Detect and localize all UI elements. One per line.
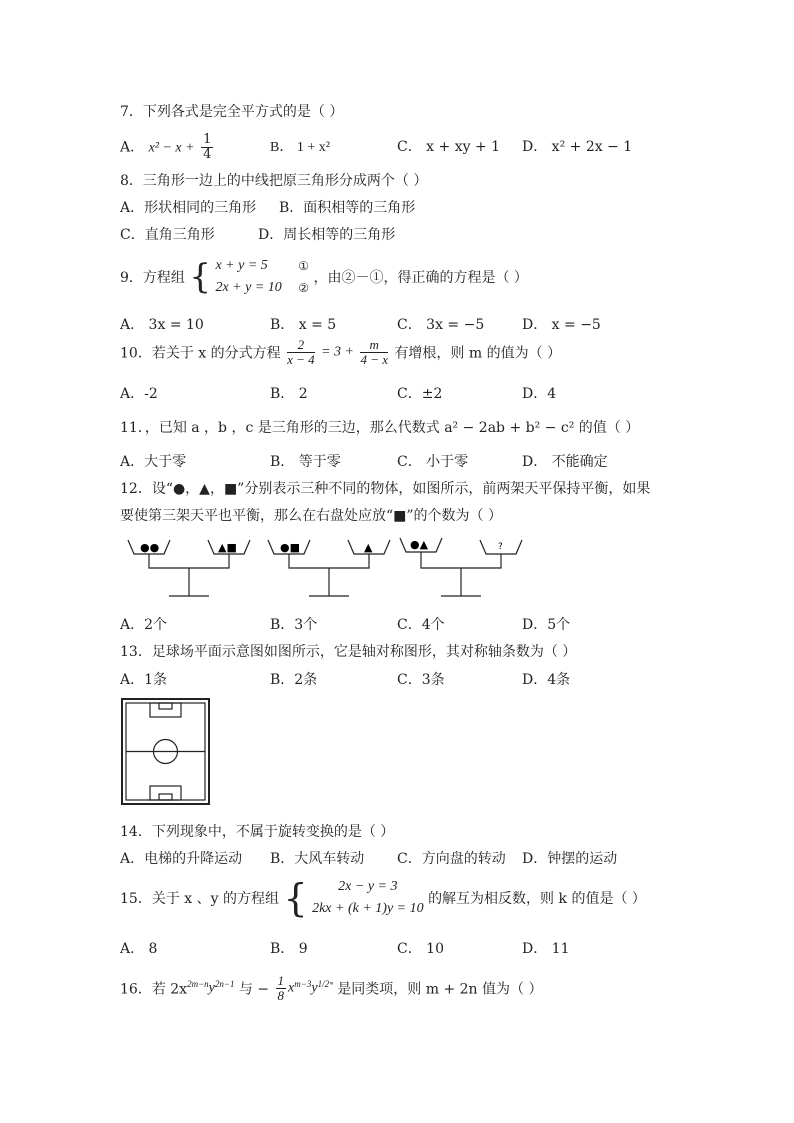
- q10-option-c: C．±2: [397, 386, 443, 402]
- q14-option-a: A．电梯的升降运动: [120, 851, 243, 867]
- q15-pre: 15．关于 x 、y 的方程组: [120, 891, 279, 907]
- q11-option-b: B． 等于零: [270, 454, 341, 470]
- top-goal-box: [159, 703, 172, 709]
- q8-option-b: B．面积相等的三角形: [279, 200, 416, 216]
- q14-option-c: C．方向盘的转动: [397, 851, 506, 867]
- q16-pre: 16．若 2x: [120, 981, 188, 998]
- q9-option-a: A． 3x = 10: [120, 317, 204, 333]
- q16-post: 是同类项，则 m + 2n 值为（ ）: [337, 981, 543, 998]
- q12-option-c: C．4个: [397, 617, 445, 633]
- scale-3-right-unknown: ?: [498, 542, 503, 552]
- q8-option-d: D．周长相等的三角形: [258, 227, 396, 243]
- q16-fraction: $\frac{1}{8}$: [277, 973, 285, 1003]
- q15-option-c: C． 10: [397, 941, 444, 957]
- q16-exp-2: 2n−1: [214, 978, 235, 989]
- q10-option-d: D．4: [522, 386, 557, 402]
- q16-exp-4: 1/2ᵐ: [317, 978, 333, 989]
- q13-option-d: D．4条: [522, 672, 571, 688]
- q16-exp-3: m−3: [294, 978, 312, 989]
- q15-eq1: 2x − y = 3: [338, 879, 398, 894]
- q13-option-c: C．3条: [397, 672, 445, 688]
- q9-option-c: C． 3x = −5: [397, 317, 485, 333]
- q8-stem: 8．三角形一边上的中线把原三角形分成两个（ ）: [120, 173, 428, 189]
- q16-with: 与 −: [238, 981, 270, 998]
- q9-tail: ，由②－①，得正确的方程是（ ）: [313, 270, 528, 286]
- q7-a-expr: x² − x +: [148, 140, 195, 156]
- q15-stem: [120, 876, 646, 922]
- scale-2-stand: [309, 568, 349, 596]
- q15-option-a: A． 8: [120, 941, 158, 957]
- q9-system: [215, 255, 281, 299]
- top-penalty-box: [150, 703, 181, 717]
- scale-2-right-items: ▲: [364, 541, 373, 554]
- q10-option-b: B． 2: [270, 386, 308, 402]
- q10-stem: [120, 338, 561, 367]
- q7-a-fraction: $\frac{1}{4}$: [203, 132, 212, 162]
- q10-fraction-2: $\frac{m}{4 - x}$: [360, 337, 388, 367]
- q10-option-a: A．-2: [120, 386, 158, 402]
- scale-1-right-items: ▲■: [218, 541, 237, 554]
- q10-fraction-1: $\frac{2}{x - 4}$: [287, 337, 315, 367]
- q16-x2: x: [288, 980, 295, 996]
- q12-option-d: D．5个: [522, 617, 571, 633]
- q11-option-a: A．大于零: [120, 454, 187, 470]
- q7-option-d: D． x² + 2x − 1: [522, 139, 633, 155]
- scale-2-beam: [289, 554, 369, 568]
- q7-stem: 7．下列各式是完全平方式的是（ ）: [120, 104, 344, 120]
- q13-option-a: A．1条: [120, 672, 168, 688]
- q15-option-b: B． 9: [270, 941, 308, 957]
- bottom-penalty-box: [150, 786, 181, 800]
- q12-line2: 要使第三架天平也平衡，那么在右盘处应放“■”的个数为（ ）: [120, 508, 502, 524]
- q15-option-d: D． 11: [522, 941, 570, 957]
- scale-1-stand: [169, 568, 209, 596]
- q9-num: 9．方程组: [120, 270, 185, 286]
- q13-option-b: B．2条: [270, 672, 318, 688]
- q9-eq2: 2x + y = 10: [215, 280, 282, 295]
- q16-stem: [120, 974, 542, 1003]
- scale-3-stand: [441, 568, 481, 596]
- q16-exp-1: 2m−n: [187, 978, 209, 989]
- q15-post: 的解互为相反数，则 k 的值是（ ）: [428, 891, 646, 907]
- q16-y1: y: [208, 980, 215, 996]
- q9-option-d: D． x = −5: [522, 317, 601, 333]
- q9-marks: [298, 255, 309, 299]
- scale-2-left-items: ●■: [280, 541, 300, 554]
- q15-brace: {: [283, 876, 308, 920]
- q13-stem: 13．足球场平面示意图如图所示，它是轴对称图形，其对称轴条数为（ ）: [120, 644, 577, 660]
- q14-stem: 14．下列现象中，不属于旋转变换的是（ ）: [120, 824, 395, 840]
- q9-brace: {: [189, 257, 212, 297]
- scale-3-left-items: ●▲: [410, 538, 429, 551]
- q12-line1: 12．设“●，▲，■”分别表示三种不同的物体，如图所示，前两架天平保持平衡，如果: [120, 481, 651, 497]
- q11-stem: 11．，已知 a ，b ，c 是三角形的三边，那么代数式 a² − 2ab + b² − c² 的值（ ）: [120, 420, 640, 436]
- q7-option-a: [120, 133, 215, 162]
- q9-eq1: x + y = 5: [215, 258, 268, 273]
- q14-option-d: D．钟摆的运动: [522, 851, 618, 867]
- scale-1-left-items: ●●: [140, 541, 160, 554]
- q7-a-label: A．: [120, 139, 145, 156]
- q10-mid: = 3 +: [321, 344, 354, 360]
- q11-option-c: C． 小于零: [397, 454, 469, 470]
- soccer-field-figure: [121, 698, 211, 806]
- q12-balance-figures: [118, 534, 528, 604]
- q12-option-a: A．2个: [120, 617, 168, 633]
- q7-option-c: C． x + xy + 1: [397, 139, 501, 155]
- q16-y2: y: [311, 980, 318, 996]
- scale-1-beam: [149, 554, 229, 568]
- q8-option-a: A．形状相同的三角形: [120, 200, 257, 216]
- q7-option-b: B． 1 + x²: [270, 140, 330, 155]
- q10-post: 有增根，则 m 的值为（ ）: [394, 345, 562, 362]
- q9-stem: [120, 255, 528, 301]
- q9-option-b: B． x = 5: [270, 317, 337, 333]
- q14-option-b: B．大风车转动: [270, 851, 365, 867]
- q15-eq2: 2kx + (k + 1)y = 10: [312, 901, 424, 916]
- q15-system: [312, 876, 424, 920]
- q9-mark1: ①: [298, 259, 310, 273]
- q11-option-d: D． 不能确定: [522, 454, 608, 470]
- q8-option-c: C．直角三角形: [120, 227, 215, 243]
- q12-option-b: B．3个: [270, 617, 318, 633]
- bottom-goal-box: [159, 794, 172, 800]
- q10-pre: 10．若关于 x 的分式方程: [120, 345, 281, 362]
- q9-mark2: ②: [298, 281, 310, 295]
